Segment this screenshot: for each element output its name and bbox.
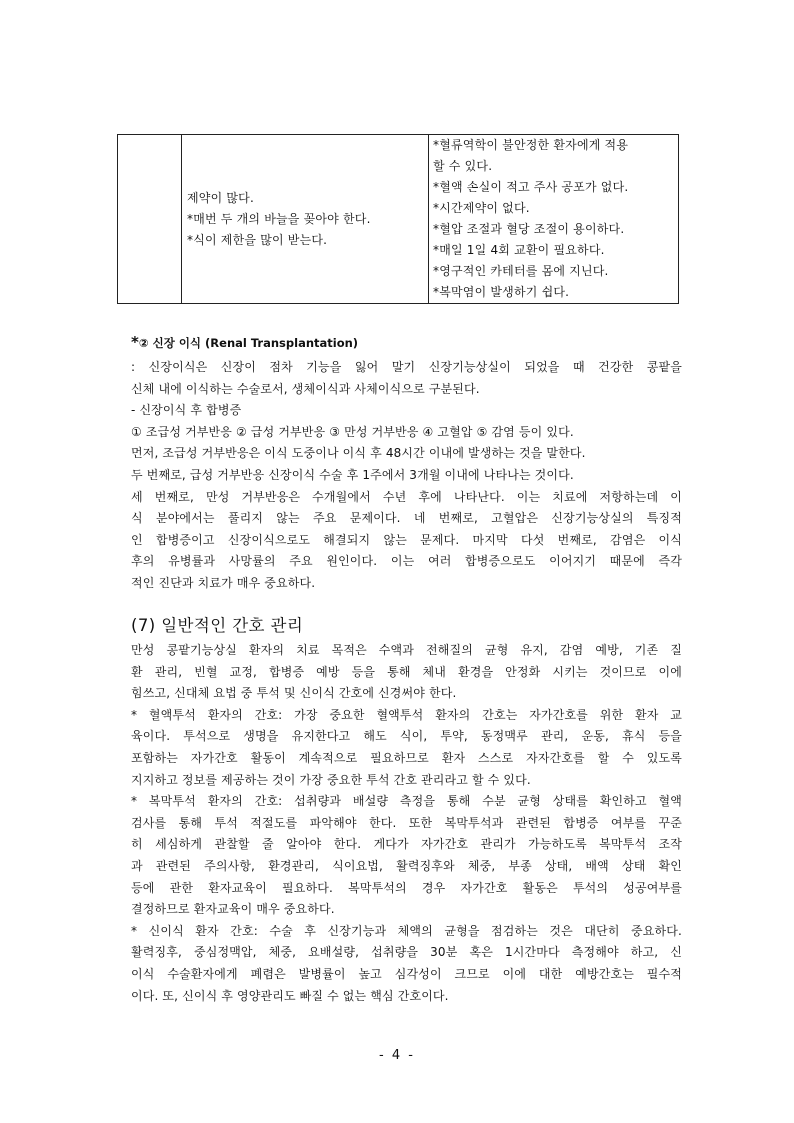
paragraph-line: 육이다. 투석으로 생명을 유지한다고 해도 식이, 투약, 동정맥루 관리, 운동, 휴식 등을	[131, 729, 682, 744]
page-number: - 4 -	[379, 1048, 415, 1063]
paragraph-line: 검사를 통해 투석 적절도를 파악해야 한다. 또한 복막투석과 관련된 합병증 여부를 꾸준	[131, 815, 682, 830]
table-row	[118, 135, 679, 304]
paragraph-line: 과 관련된 주의사항, 환경관리, 식이요법, 활력징후와 체중, 부종 상태, 배액 상태 확인	[131, 858, 682, 873]
table-cell-line: *혈압 조절과 혈당 조절이 용이하다.	[433, 222, 625, 236]
table-cell-line: *복막염이 발생하기 쉽다.	[433, 285, 570, 299]
paragraph-line: 두 번째로, 급성 거부반응 신장이식 수술 후 1주에서 3개월 이내에 나타나는 것이다.	[131, 467, 574, 482]
table-cell-line: *시간제약이 없다.	[433, 201, 530, 215]
section-title-text: ② 신장 이식 (Renal Transplantation)	[138, 336, 359, 350]
paragraph-line: 신체 내에 이식하는 수술로서, 생체이식과 사체이식으로 구분된다.	[131, 381, 480, 396]
table-cell-line: 할 수 있다.	[433, 159, 493, 173]
paragraph-line: 만성 콩팥기능상실 환자의 치료 목적은 수액과 전해질의 균형 유지, 감염 예방, 기존 질	[131, 643, 682, 657]
paragraph-line: 포함하는 자가간호 활동이 계속적으로 필요하므로 환자 스스로 자자간호를 할 수 있도록	[131, 750, 682, 765]
table-cell-line: *매번 두 개의 바늘을 꽂아야 한다.	[187, 211, 371, 226]
paragraph-line: 등에 관한 환자교육이 필요하다. 복막투석의 경우 자가간호 활동은 투석의 성공여부를	[131, 880, 682, 895]
paragraph-line: 히 세심하게 관찰할 줄 알아야 한다. 게다가 자가간호 관리가 가능하도록 복막투석 조작	[131, 837, 682, 852]
table-cell-line: *혈류역학이 불안정한 환자에게 적용	[433, 138, 629, 152]
table-cell-left	[182, 135, 429, 304]
table-cell-empty	[118, 135, 182, 304]
paragraph-line: ① 조급성 거부반응 ② 급성 거부반응 ③ 만성 거부반응 ④ 고혈압 ⑤ 감염 등이 있다.	[131, 424, 574, 439]
table-cell-right	[429, 135, 679, 304]
paragraph-line: 이식 수술환자에게 폐렴은 발병률이 높고 심각성이 크므로 이에 대한 예방간호는 필수적	[131, 966, 682, 981]
table-cell-line: *식이 제한을 많이 받는다.	[187, 232, 328, 247]
table-cell-line: 제약이 많다.	[187, 190, 254, 205]
table-cell-line: *영구적인 카테터를 몸에 지닌다.	[433, 264, 609, 278]
nursing-body	[131, 640, 682, 1007]
table-cell-line: *혈액 손실이 적고 주사 공포가 없다.	[433, 180, 629, 194]
paragraph-line: 지지하고 정보를 제공하는 것이 가장 중요한 투석 간호 관리라고 할 수 있다.	[131, 772, 531, 787]
paragraph-line: 먼저, 조급성 거부반응은 이식 도중이나 이식 후 48시간 이내에 발생하는 것을 말한다.	[131, 446, 586, 461]
paragraph-line: 적인 진단과 치료가 매우 중요하다.	[131, 575, 316, 590]
paragraph-line: 이다. 또, 신이식 후 영양관리도 빠질 수 없는 핵심 간호이다.	[131, 988, 449, 1003]
paragraph-line: 결정하므로 환자교육이 매우 중요하다.	[131, 902, 335, 917]
paragraph-line: 힘쓰고, 신대체 요법 중 투석 및 신이식 간호에 신경써야 한다.	[131, 686, 457, 701]
paragraph-line: 환 관리, 빈혈 교정, 합병증 예방 등을 통해 체내 환경을 안정화 시키는 것이므로 이에	[131, 664, 682, 679]
paragraph-line: * 신이식 환자 간호: 수술 후 신장기능과 체액의 균형을 점검하는 것은 대단히 중요하다.	[131, 923, 682, 938]
bullet-star: *	[131, 333, 139, 351]
paragraph-line: - 신장이식 후 합병증	[131, 403, 242, 418]
section-title-transplant	[131, 333, 358, 351]
dialysis-comparison-table	[117, 134, 679, 304]
paragraph-line: 식 분야에서는 풀리지 않는 주요 문제이다. 네 번째로, 고혈압은 신장기능상실의 특징적	[131, 511, 682, 526]
paragraph-line: 세 번째로, 만성 거부반응은 수개월에서 수년 후에 나타난다. 이는 치료에 저항하는데 이	[131, 489, 682, 504]
section-heading-nursing: (7) 일반적인 간호 관리	[131, 616, 304, 635]
paragraph-line: 인 합병증이고 신장이식으로도 해결되지 않는 문제다. 마지막 다섯 번째로, 감염은 이식	[131, 532, 682, 547]
table-cell-line: *매일 1일 4회 교환이 필요하다.	[433, 243, 605, 257]
transplant-body	[131, 357, 682, 595]
paragraph-line: : 신장이식은 신장이 점차 기능을 잃어 말기 신장기능상실이 되었을 때 건강한 콩팥을	[131, 360, 682, 374]
paragraph-line: * 복막투석 환자의 간호: 섭취량과 배설량 측정을 통해 수분 균형 상태를 확인하고 혈액	[131, 794, 682, 809]
paragraph-line: 활력징후, 중심정맥압, 체중, 요배설량, 섭취량을 30분 혹은 1시간마다 측정해야 하고, 신	[131, 945, 682, 960]
paragraph-line: 후의 유병률과 사망률의 주요 원인이다. 이는 여러 합병증으로도 이어지기 때문에 즉각	[131, 554, 682, 569]
paragraph-line: * 혈액투석 환자의 간호: 가장 중요한 혈액투석 환자의 간호는 자가간호를 위한 환자 교	[131, 707, 682, 722]
